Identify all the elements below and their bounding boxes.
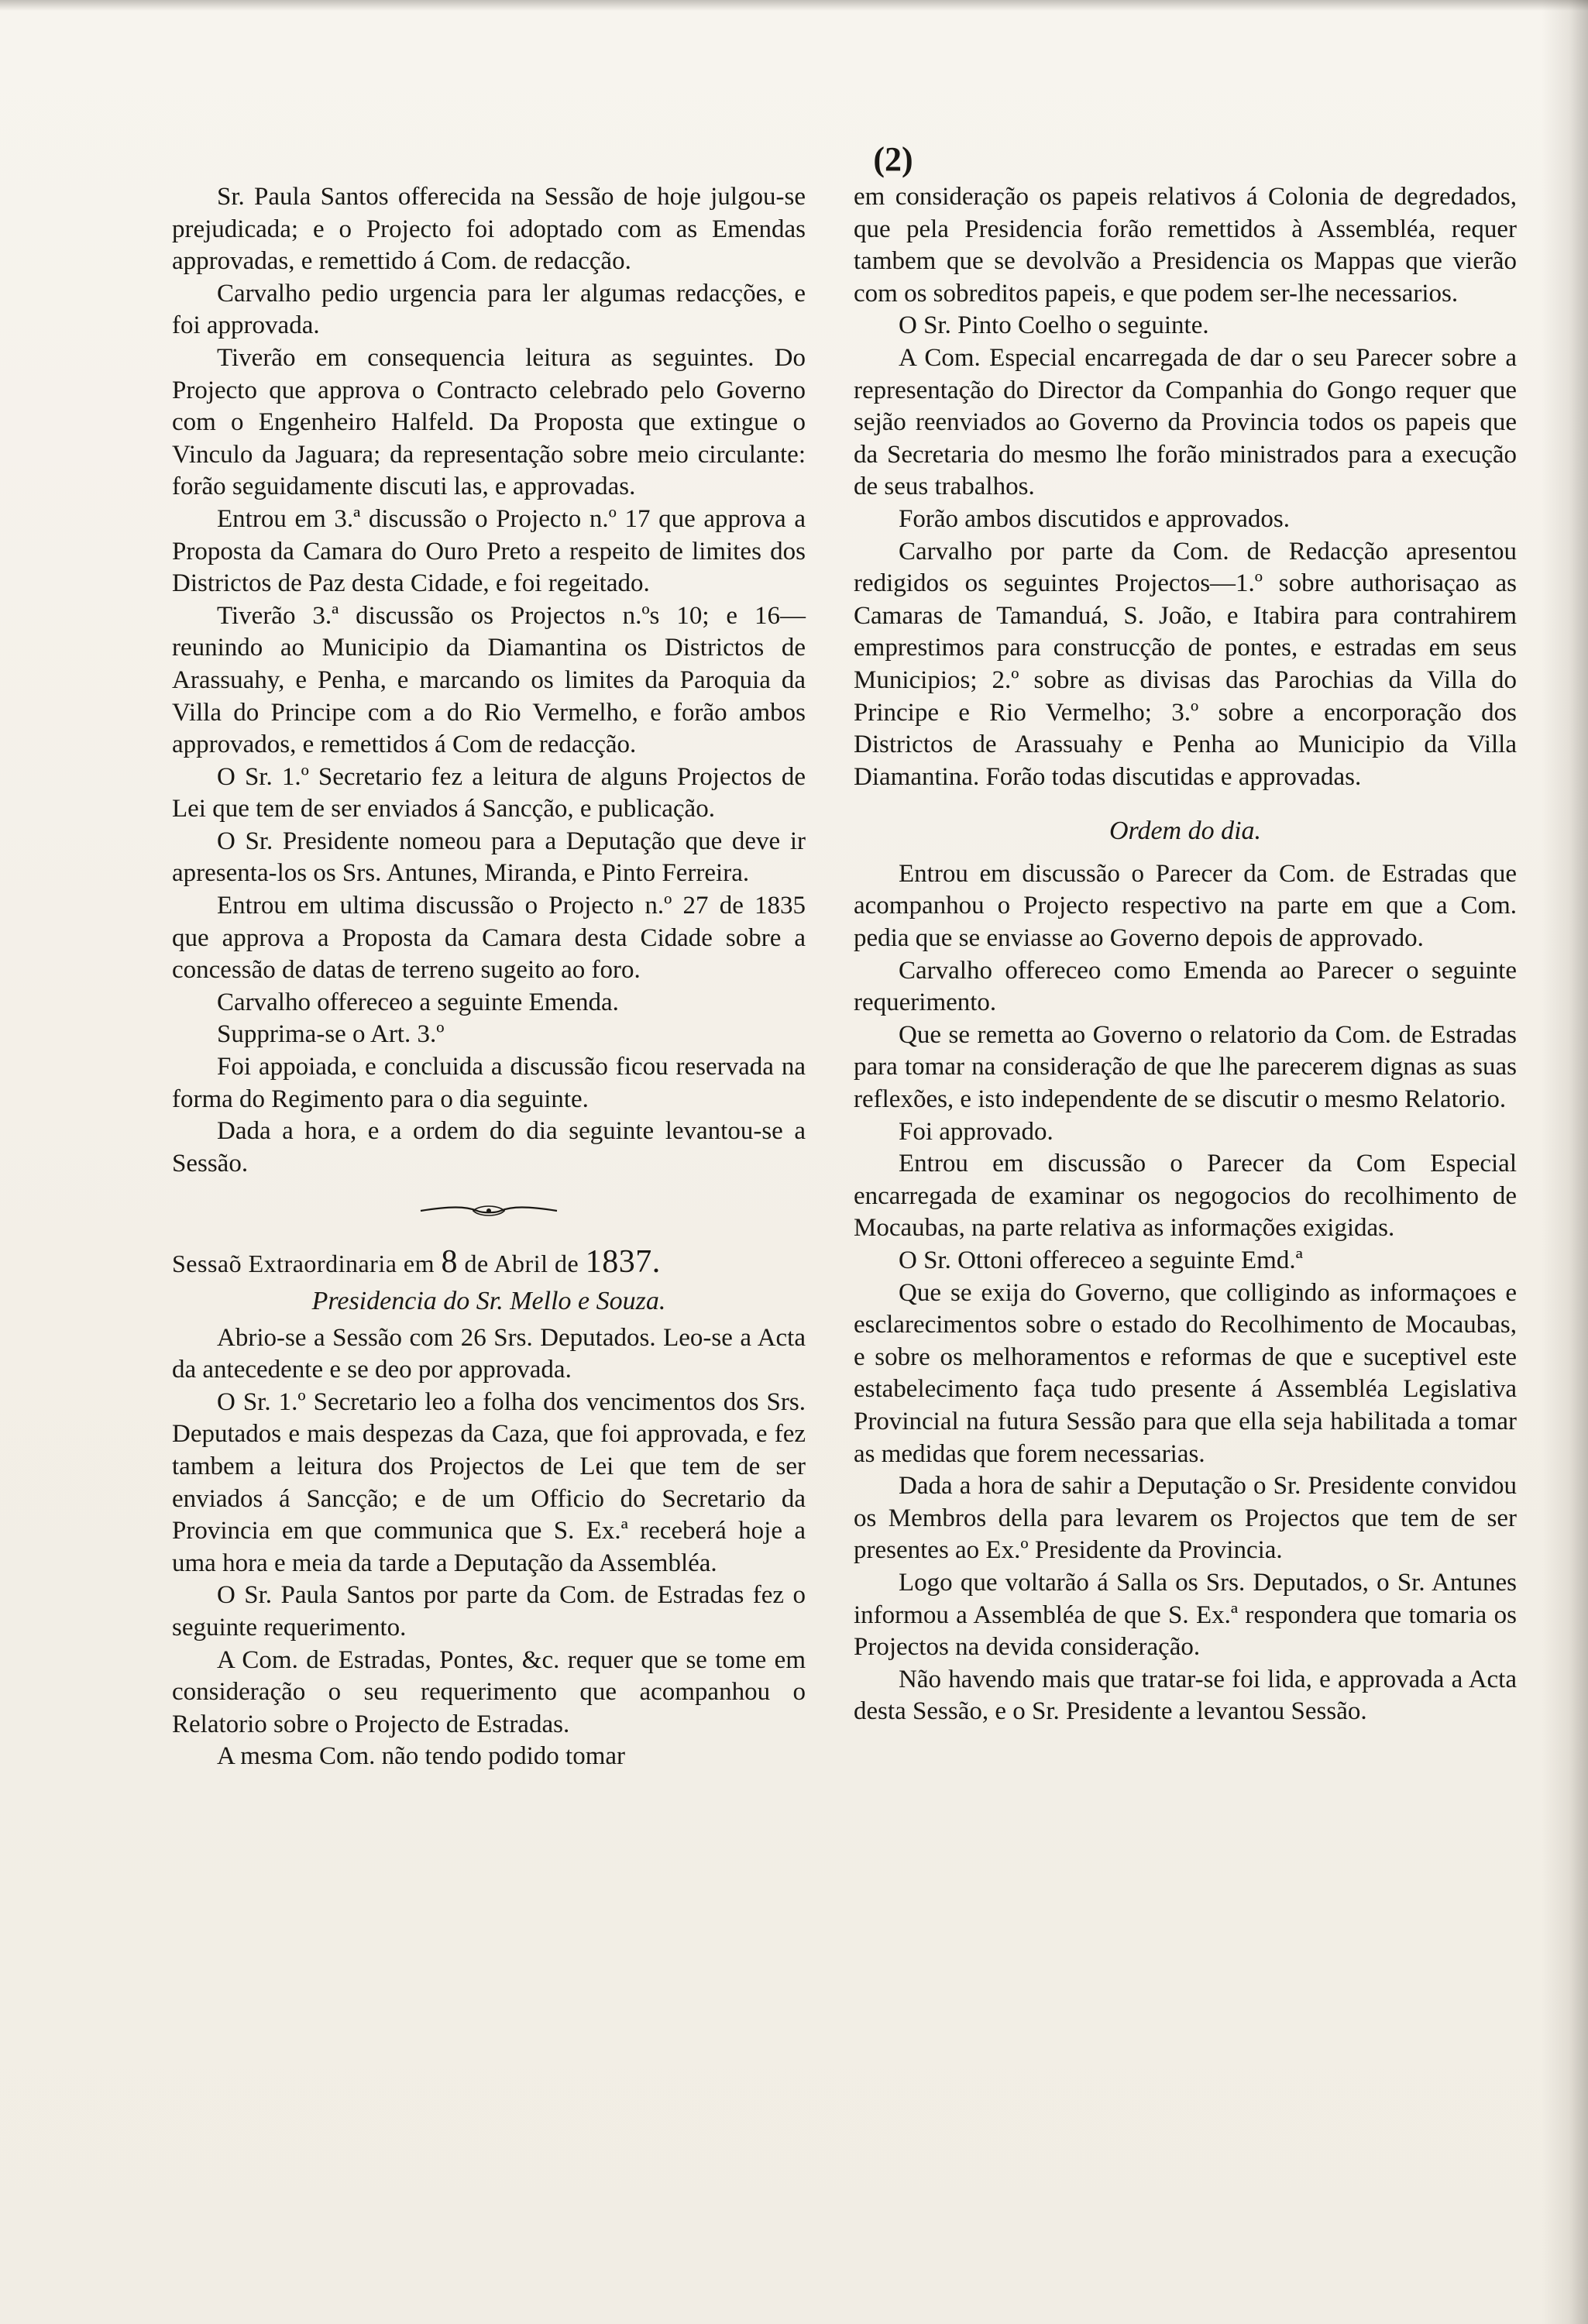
left-paragraph: O Sr. Presidente nomeou para a Deputação que deve ir apresenta-los os Srs. Antunes, Miranda, e Pinto Ferreira. — [172, 827, 806, 888]
left-paragraph: Sr. Paula Santos offerecida na Sessão de hoje julgou-se prejudicada; e o Projecto foi adoptado com as Emendas approvadas, e remettido á Com. de redacção. — [172, 183, 806, 276]
left-paragraph: Dada a hora, e a ordem do dia seguinte levantou-se a Sessão. — [172, 1117, 806, 1177]
right-paragraph: Que se remetta ao Governo o relatorio da Com. de Estradas para tomar na consideração de que lhe parecerem dignas as suas reflexões, e isto independente de se discutir o mesmo Relatorio. — [854, 1020, 1517, 1114]
page-top-edge — [0, 0, 1588, 11]
right-paragraph: Dada a hora de sahir a Deputação o Sr. Presidente convidou os Membros della para levarem os Projectos que tem de ser presentes ao Ex.º Presidente da Provincia. — [854, 1472, 1517, 1565]
left-column — [172, 181, 806, 1773]
session-heading-day: 8 — [441, 1244, 458, 1281]
right-paragraph: Forão ambos discutidos e approvados. — [899, 504, 1291, 533]
right-paragraph: Carvalho por parte da Com. de Redacção apresentou redigidos os seguintes Projectos—1.º sobre authorisaçao as Camaras de Tamanduá, S. João, e Itabira para contrahirem emprestimos para construcção de pontes, e estradas em seus Municipios; 2.º sobre as divisas das Parochias da Villa do Principe e Rio Vermelho; 3.º sobre a encorporação dos Districtos de Arassuahy e Penha ao Municipio da Villa Diamantina. Forão todas discutidas e approvadas. — [854, 537, 1517, 791]
section-divider — [172, 1203, 806, 1219]
left-paragraph: O Sr. 1.º Secretario leo a folha dos vencimentos dos Srs. Deputados e mais despezas da Caza, que foi approvada, e fez tambem a leitura dos Projectos de Lei que tem de ser enviados á Sancção; e de um Officio do Secretario da Provincia em que communica que S. Ex.ª receberá hoje a uma hora e meia da tarde a Deputação da Assembléa. — [172, 1387, 806, 1577]
right-column — [854, 181, 1517, 1728]
page-number: (2) — [873, 140, 913, 178]
left-paragraph: Foi appoiada, e concluida a discussão ficou reservada na forma do Regimento para o dia seguinte. — [172, 1053, 806, 1113]
session-heading-prefix: Sessaõ Extraordinaria em — [172, 1250, 442, 1278]
page-binding-shadow — [1542, 0, 1588, 2324]
left-paragraph: A mesma Com. não tendo podido tomar — [217, 1742, 626, 1771]
left-paragraph: Tiverão em consequencia leitura as seguintes. Do Projecto que approva o Contracto celebrado pelo Governo com o Engenheiro Halfeld. Da Proposta que extingue o Vinculo da Jaguara; da representação sobre meio circulante: forão seguidamente discuti las, e approvadas. — [172, 343, 806, 501]
divider-ornament — [419, 1203, 559, 1219]
left-paragraph: O Sr. 1.º Secretario fez a leitura de alguns Projectos de Lei que tem de ser enviados á Sancção, e publicação. — [172, 762, 806, 823]
right-paragraph: Que se exija do Governo, que colligindo as informaçoes e esclarecimentos sobre o estado do Recolhimento de Mocaubas, e sobre os melhoramentos e reformas de que e suceptivel este estabelecimento faça tudo presente á Assembléa Legislativa Provincial na futura Sessão para que ella seja habilitada a tomar as medidas que forem necessarias. — [854, 1278, 1517, 1468]
right-paragraph: O Sr. Pinto Coelho o seguinte. — [899, 311, 1209, 340]
left-paragraph: Tiverão 3.ª discussão os Projectos n.ºs 10; e 16—reunindo ao Municipio da Diamantina os Districtos de Arassuahy, e Penha, e marcando os limites da Paroquia da Villa do Principe com a do Rio Vermelho, e forão ambos approvados, e remettidos á Com de redacção. — [172, 601, 806, 759]
right-paragraph: Carvalho offereceo como Emenda ao Parecer o seguinte requerimento. — [854, 956, 1517, 1017]
session-heading-year: 1837. — [585, 1244, 661, 1281]
left-paragraph: Abrio-se a Sessão com 26 Srs. Deputados. Leo-se a Acta da antecedente e se deo por approvada. — [172, 1323, 806, 1384]
session-heading — [172, 1246, 806, 1281]
left-paragraph: Entrou em 3.ª discussão o Projecto n.º 17 que approva a Proposta da Camara do Ouro Preto a respeito de limites dos Districtos de Paz desta Cidade, e foi regeitado. — [172, 504, 806, 598]
left-paragraph: O Sr. Paula Santos por parte da Com. de Estradas fez o seguinte requerimento. — [172, 1581, 806, 1642]
right-paragraph: Entrou em discussão o Parecer da Com Especial encarregada de examinar os negogocios do recolhimento de Mocaubas, na parte relativa as informações exigidas. — [854, 1150, 1517, 1243]
session-heading-mid: de Abril de — [458, 1250, 586, 1278]
right-paragraph: A Com. Especial encarregada de dar o seu Parecer sobre a representação do Director da Companhia do Gongo requer que sejão reenviados ao Governo da Provincia todos os papeis que da Secretaria do mesmo lhe forão ministrados para a execução de seus trabalhos. — [854, 343, 1517, 501]
left-paragraph: Supprima-se o Art. 3.º — [217, 1020, 445, 1049]
right-paragraph: Entrou em discussão o Parecer da Com. de Estradas que acompanhou o Projecto respectivo na parte em que a Com. pedia que se enviasse ao Governo depois de approvado. — [854, 859, 1517, 953]
order-of-day-subheading: Ordem do dia. — [1109, 816, 1262, 846]
right-paragraph: Não havendo mais que tratar-se foi lida, e approvada a Acta desta Sessão, e o Sr. Presidente a levantou Sessão. — [854, 1665, 1517, 1726]
left-paragraph: A Com. de Estradas, Pontes, &c. requer que se tome em consideração o seu requerimento que acompanhou o Relatorio sobre o Projecto de Estradas. — [172, 1645, 806, 1738]
left-paragraph: Entrou em ultima discussão o Projecto n.º 27 de 1835 que approva a Proposta da Camara desta Cidade sobre a concessão de datas de terreno sugeito ao foro. — [172, 892, 806, 985]
session-presidency-subheading: Presidencia do Sr. Mello e Souza. — [311, 1287, 666, 1315]
left-paragraph: Carvalho offereceo a seguinte Emenda. — [217, 988, 619, 1016]
right-paragraph: Logo que voltarão á Salla os Srs. Deputados, o Sr. Antunes informou a Assembléa de que S. Ex.ª respondera que tomaria os Projectos na devida consideração. — [854, 1568, 1517, 1662]
right-paragraph: O Sr. Ottoni offereceo a seguinte Emd.ª — [899, 1246, 1303, 1274]
right-paragraph: Foi approvado. — [899, 1117, 1054, 1146]
left-paragraph: Carvalho pedio urgencia para ler algumas redacções, e foi approvada. — [172, 279, 806, 340]
right-paragraph: em consideração os papeis relativos á Colonia de degredados, que pela Presidencia forão remettidos à Assembléa, requer tambem que se devolvão a Presidencia os Mappas que vierão com os sobreditos papeis, e que podem ser-lhe necessarios. — [854, 183, 1517, 308]
